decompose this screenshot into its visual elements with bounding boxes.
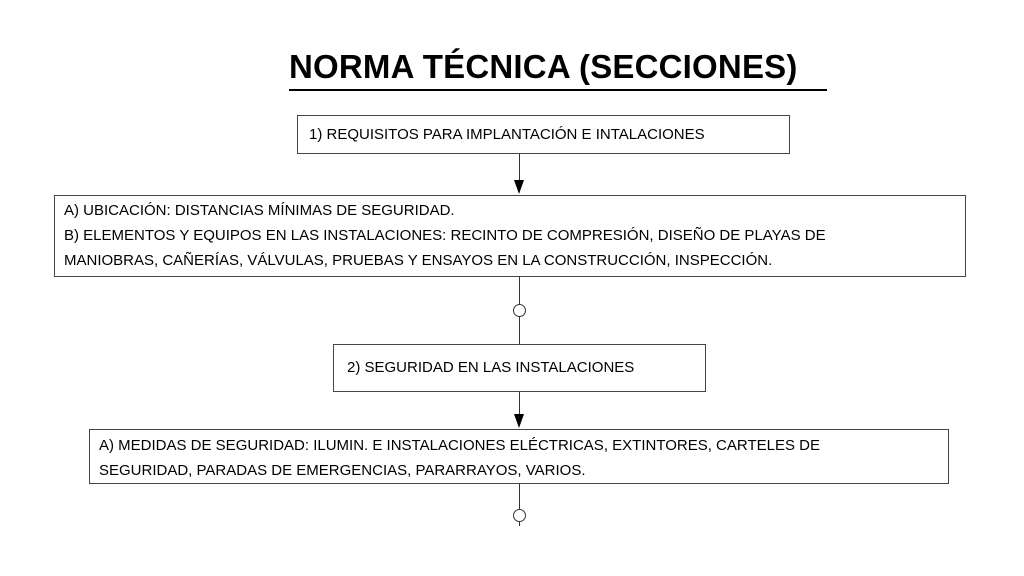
connector-line (519, 392, 521, 414)
section-1-detail-line: MANIOBRAS, CAÑERÍAS, VÁLVULAS, PRUEBAS Y ENSAYOS EN LA CONSTRUCCIÓN, INSPECCIÓN. (64, 252, 773, 269)
section-2-box (333, 344, 706, 392)
section-1-box (297, 115, 790, 154)
section-2-detail-line: A) MEDIDAS DE SEGURIDAD: ILUMIN. E INSTALACIONES ELÉCTRICAS, EXTINTORES, CARTELES DE (99, 437, 820, 454)
section-1-details-box (54, 195, 966, 277)
page-title: NORMA TÉCNICA (SECCIONES) (289, 48, 798, 85)
arrow-down-icon (514, 180, 524, 194)
section-1-detail-line: B) ELEMENTOS Y EQUIPOS EN LAS INSTALACIONES: RECINTO DE COMPRESIÓN, DISEÑO DE PLAYAS DE (64, 227, 826, 244)
arrow-down-icon (514, 414, 524, 428)
section-1-detail-line: A) UBICACIÓN: DISTANCIAS MÍNIMAS DE SEGURIDAD. (64, 202, 455, 219)
title-underline (289, 89, 827, 91)
connector-line (519, 154, 521, 180)
section-2-label: 2) SEGURIDAD EN LAS INSTALACIONES (347, 359, 635, 376)
connector-circle-icon (513, 509, 526, 522)
section-2-details-box (89, 429, 949, 484)
connector-circle-icon (513, 304, 526, 317)
section-1-label: 1) REQUISITOS PARA IMPLANTACIÓN E INTALACIONES (309, 126, 705, 143)
section-2-detail-line: SEGURIDAD, PARADAS DE EMERGENCIAS, PARARRAYOS, VARIOS. (99, 462, 586, 479)
